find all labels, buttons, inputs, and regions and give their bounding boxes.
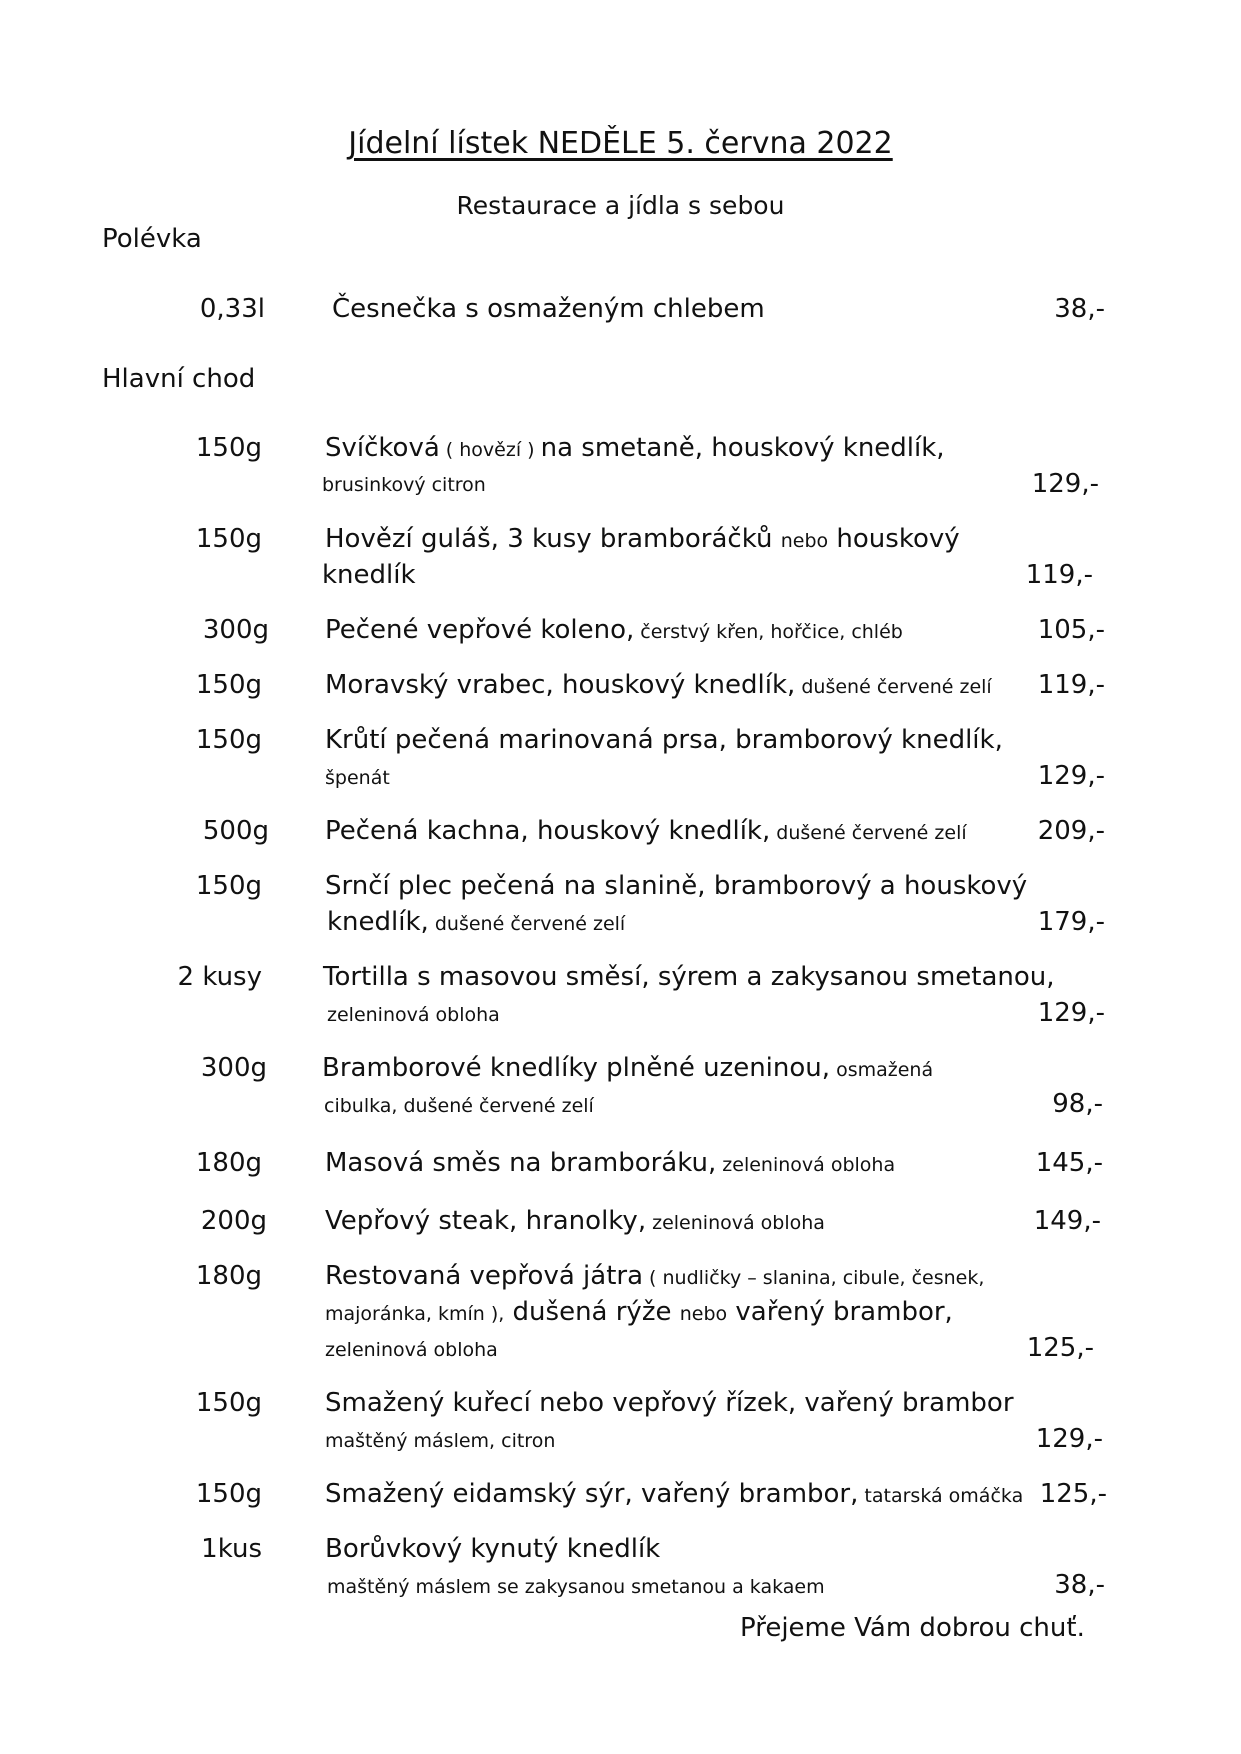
- item-price: 129,-: [1031, 469, 1099, 499]
- item-name: [325, 670, 992, 700]
- item-price: 179,-: [1037, 907, 1105, 937]
- item-quantity: 180g: [195, 1148, 262, 1178]
- item-name-main: Svíčková: [325, 433, 440, 463]
- item-name-main: Vepřový steak, hranolky,: [325, 1206, 647, 1236]
- item-quantity: 180g: [195, 1261, 262, 1291]
- item-name-main: Masová směs na bramboráku,: [325, 1148, 717, 1178]
- item-side: dušené červené zelí: [770, 822, 967, 844]
- item-name-cont: [325, 1297, 953, 1327]
- item-side: čerstvý křen, hořčice, chléb: [634, 621, 903, 643]
- item-price: 119,-: [1037, 670, 1105, 700]
- menu-title: Jídelní lístek NEDĚLE 5. června 2022: [348, 126, 893, 161]
- item-name-rest: houskový: [828, 524, 960, 554]
- item-name-main: Pečená kachna, houskový knedlík,: [325, 816, 771, 846]
- item-quantity: 300g: [202, 615, 269, 645]
- item-name: [322, 1053, 933, 1083]
- item-quantity: 300g: [200, 1053, 267, 1083]
- item-side: maštěný máslem, citron: [325, 1430, 556, 1452]
- item-quantity: 150g: [195, 524, 262, 554]
- item-name-main: Bramborové knedlíky plněné uzeninou,: [322, 1053, 831, 1083]
- item-price: 129,-: [1035, 1424, 1103, 1454]
- menu-subtitle: Restaurace a jídla s sebou: [456, 191, 785, 220]
- item-name-main: knedlík,: [327, 907, 429, 937]
- item-note: nebo: [679, 1303, 728, 1325]
- item-side: cibulka, dušené červené zelí: [324, 1095, 594, 1117]
- item-quantity: 150g: [195, 871, 262, 901]
- item-quantity: 200g: [200, 1206, 267, 1236]
- item-name-main: Hovězí guláš, 3 kusy bramboráčků: [325, 524, 781, 554]
- item-side: zeleninová obloha: [646, 1212, 825, 1234]
- item-name-main: dušená rýže: [504, 1297, 680, 1327]
- item-quantity: 2 kusy: [177, 962, 262, 992]
- item-quantity: 150g: [195, 1479, 262, 1509]
- item-name: [325, 1148, 895, 1178]
- item-name-main: Restovaná vepřová játra: [325, 1261, 644, 1291]
- item-quantity: 150g: [195, 670, 262, 700]
- item-name-main: Pečené vepřové koleno,: [325, 615, 635, 645]
- item-price: 129,-: [1037, 998, 1105, 1028]
- item-price: 125,-: [1026, 1333, 1094, 1363]
- item-name: [325, 433, 945, 463]
- item-name-rest: vařený brambor,: [727, 1297, 953, 1327]
- item-side: zeleninová obloha: [327, 1004, 500, 1026]
- item-side: zeleninová obloha: [325, 1339, 498, 1361]
- item-name-cont: knedlík: [322, 560, 416, 590]
- item-name: Tortilla s masovou směsí, sýrem a zakysanou smetanou,: [323, 962, 1055, 992]
- item-name-rest: na smetaně, houskový knedlík,: [540, 433, 945, 463]
- item-note: nebo: [780, 530, 829, 552]
- item-side: zeleninová obloha: [716, 1154, 896, 1176]
- item-quantity: 0,33l: [199, 294, 265, 324]
- item-quantity: 1kus: [201, 1534, 262, 1564]
- item-note: ( nudličky – slanina, cibule, česnek,: [643, 1267, 985, 1289]
- item-price: 119,-: [1025, 560, 1093, 590]
- item-name: Smažený kuřecí nebo vepřový řízek, vařený brambor: [325, 1388, 1014, 1418]
- item-name: [325, 1479, 1023, 1509]
- item-name: Srnčí plec pečená na slanině, bramborový a houskový: [325, 871, 1028, 901]
- item-name: [325, 524, 960, 554]
- item-note: ( hovězí ): [439, 439, 541, 461]
- item-name-main: Smažený eidamský sýr, vařený brambor,: [325, 1479, 859, 1509]
- item-name: Borůvkový kynutý knedlík: [325, 1534, 661, 1564]
- item-name-cont: [327, 907, 625, 937]
- item-name: [325, 615, 903, 645]
- item-price: 125,-: [1039, 1479, 1107, 1509]
- item-name: [325, 1206, 825, 1236]
- item-name: Krůtí pečená marinovaná prsa, bramborový knedlík,: [325, 725, 1003, 755]
- item-quantity: 500g: [202, 816, 269, 846]
- item-price: 149,-: [1033, 1206, 1101, 1236]
- item-note: majoránka, kmín ),: [325, 1303, 505, 1325]
- item-name: Česnečka s osmaženým chlebem: [332, 294, 765, 324]
- item-side: brusinkový citron: [322, 474, 486, 496]
- item-side: špenát: [325, 767, 390, 789]
- item-price: 209,-: [1037, 816, 1105, 846]
- item-side: dušené červené zelí: [428, 913, 626, 935]
- item-side: tatarská omáčka: [858, 1485, 1024, 1507]
- item-price: 98,-: [1052, 1089, 1103, 1119]
- item-quantity: 150g: [195, 433, 262, 463]
- item-name: [325, 1261, 984, 1291]
- item-quantity: 150g: [195, 725, 262, 755]
- item-quantity: 150g: [195, 1388, 262, 1418]
- item-price: 105,-: [1037, 615, 1105, 645]
- item-name: [325, 816, 967, 846]
- item-side: osmažená: [830, 1059, 934, 1081]
- item-price: 129,-: [1037, 761, 1105, 791]
- item-price: 38,-: [1054, 294, 1105, 324]
- item-side: maštěný máslem se zakysanou smetanou a kakaem: [327, 1576, 825, 1598]
- item-price: 38,-: [1054, 1570, 1105, 1600]
- item-price: 145,-: [1035, 1148, 1103, 1178]
- section-heading-main: Hlavní chod: [102, 364, 256, 394]
- section-heading-soup: Polévka: [102, 224, 202, 254]
- item-name-main: Moravský vrabec, houskový knedlík,: [325, 670, 796, 700]
- item-side: dušené červené zelí: [795, 676, 992, 698]
- closing-greeting: Přejeme Vám dobrou chuť.: [740, 1613, 1085, 1643]
